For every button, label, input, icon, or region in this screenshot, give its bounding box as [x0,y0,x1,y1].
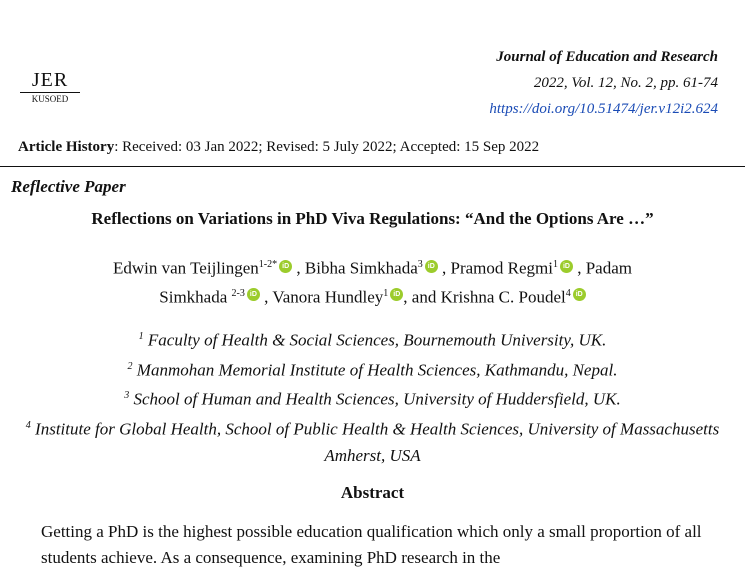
author-name: Vanora Hundley [272,287,384,307]
author-affiliation-mark: 1-2 [258,259,273,270]
affiliation-item: $^1$ Faculty of Health & Social Sciences, Bournemouth University, UK. [138,330,607,350]
author-name: Bibha Simkhada [304,258,418,278]
orcid-icon[interactable]: iD [279,260,292,273]
author-name: Padam [585,258,632,278]
author-name: Krishna C. Poudel [440,287,566,307]
journal-name: Journal of Education and Research [496,49,718,65]
affiliations [10,324,735,469]
orcid-icon[interactable]: iD [573,288,586,301]
history-label: Article History [18,139,115,155]
author-affiliation-mark: 3 [417,259,423,270]
author-affiliation-mark: 1 [552,259,558,270]
author-affiliation-mark: 4 [565,287,571,299]
logo-text: JER [31,69,69,91]
abstract-text: Getting a PhD is the highest possible education qualification which only a small proportion of all students achieve. As a consequence, examining PhD research in the [41,522,702,567]
article-history [18,139,539,156]
author-name: Pramod Regmi [450,258,553,278]
affiliation-item: $^2$ Manmohan Memorial Institute of Health Sciences, Kathmandu, Nepal. [127,360,618,380]
logo-subtext: KUSOED [31,94,69,104]
author-affiliation-mark: 2-3 [231,287,245,299]
orcid-icon[interactable]: iD [390,288,403,301]
header-divider [0,166,745,167]
orcid-icon[interactable]: iD [247,288,260,301]
author-name: Edwin van Teijlingen [112,258,259,278]
doi-link[interactable]: https://doi.org/10.51474/jer.v12i2.624 [489,101,718,117]
journal-logo [20,70,80,104]
logo-rule [20,92,80,93]
journal-info [489,44,718,122]
orcid-icon[interactable]: iD [425,260,438,273]
orcid-icon[interactable]: iD [560,260,573,273]
journal-volume: 2022, Vol. 12, No. 2, pp. 61-74 [533,75,718,91]
author-list: Edwin van Teijlingen$^{1-2*}$ iD , Bibha Simkhada$^3$ iD , Pramod Regmi$^1$ iD , Padam Simkhada $^{2-3}$ iD , Vanora Hundley$^1$ iD , and Krishna C. Poudel$^4$ iD [112,258,632,307]
affiliation-item: $^3$ School of Human and Health Sciences, University of Huddersfield, UK. [124,389,621,409]
paper-title: Reflections on Variations in PhD Viva Regulations: “And the Options Are …” [91,209,654,228]
abstract-heading: Abstract [340,483,405,502]
author-affiliation-mark: 1 [383,287,389,299]
history-dates: : Received: 03 Jan 2022; Revised: 5 July 2022; Accepted: 15 Sep 2022 [114,139,540,155]
paper-type: Reflective Paper [11,177,126,196]
affiliation-item: $^4$ Institute for Global Health, School of Public Health & Health Sciences, University of Massachusetts Amherst, USA [25,419,720,465]
author-name: Simkhada [159,287,228,307]
